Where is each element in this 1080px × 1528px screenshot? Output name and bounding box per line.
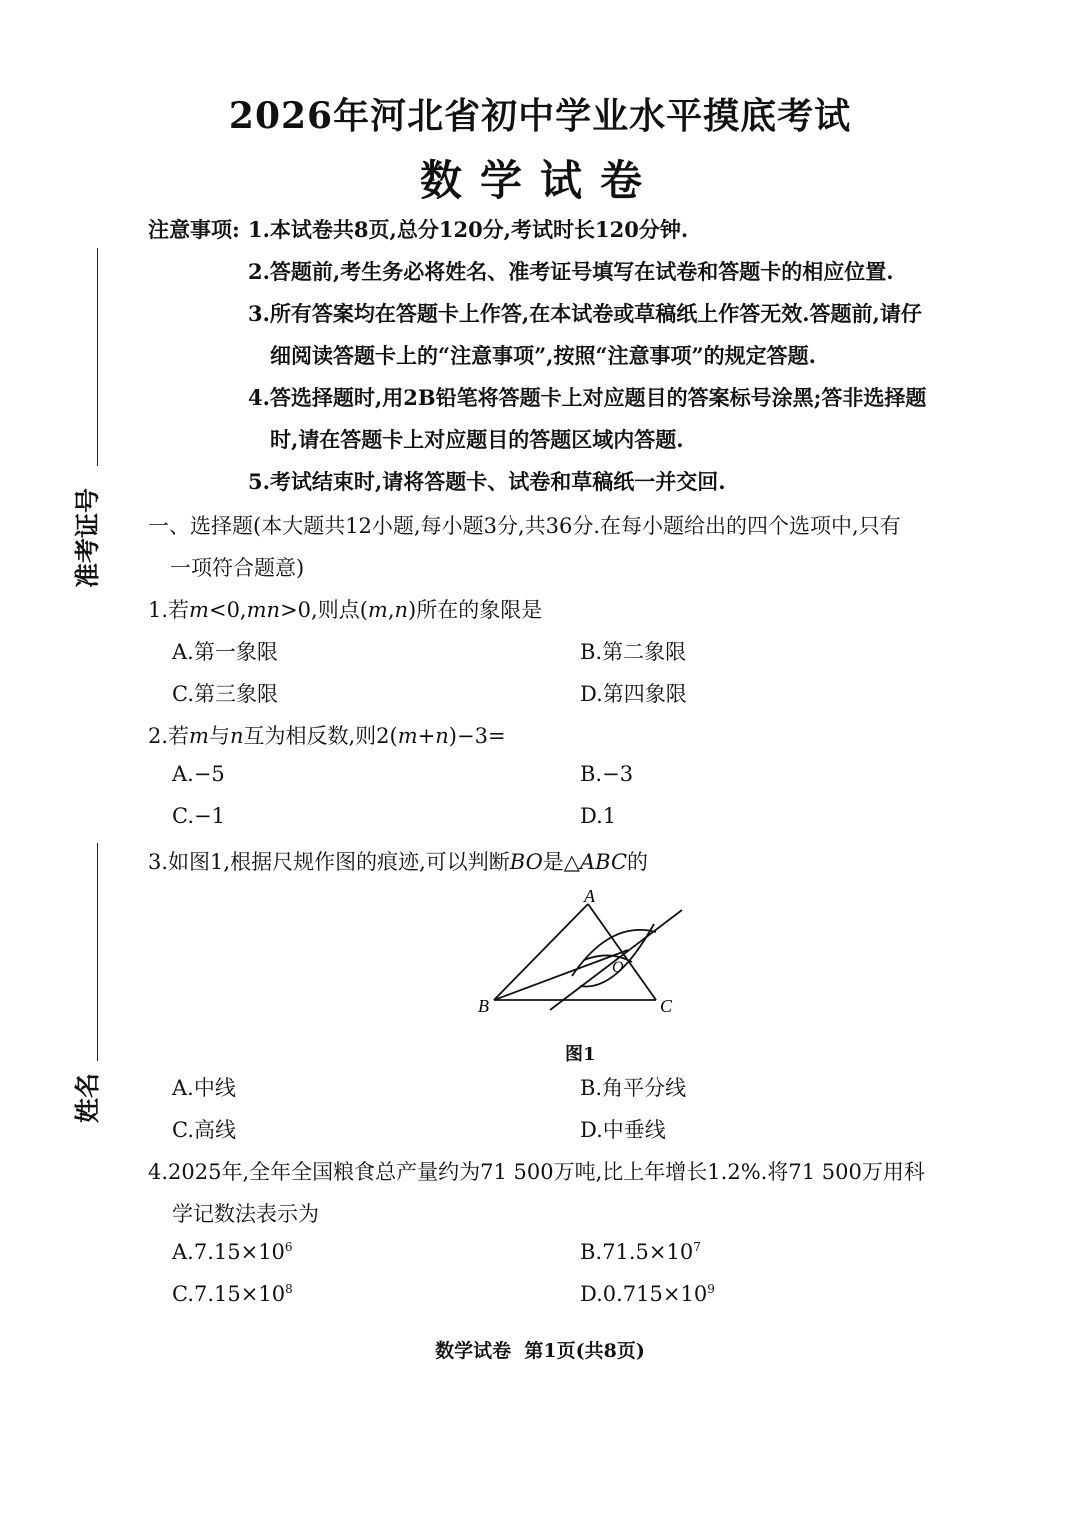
question-1-stem: 1.若m<0,mn>0,则点(m,n)所在的象限是	[148, 598, 543, 622]
note-3: 3.所有答案均在答题卡上作答,在本试卷或草稿纸上作答无效.答题前,请仔	[248, 301, 922, 326]
q2-option-b: B.−3	[580, 762, 634, 786]
figure-1-construction	[460, 880, 700, 1030]
exam-id-label: 准考证号	[73, 487, 102, 588]
q1-option-d: D.第四象限	[580, 682, 687, 706]
notes-label: 注意事项:	[148, 217, 240, 242]
name-line	[97, 843, 98, 1061]
exam-id-line	[97, 248, 98, 466]
q4-option-a: $A.7.15\times 10^6$	[172, 1240, 293, 1264]
label-c: C	[660, 996, 673, 1016]
q3-option-b: B.角平分线	[580, 1076, 687, 1100]
question-4-stem-cont: 学记数法表示为	[172, 1202, 319, 1226]
paper-subtitle: 数学试卷	[419, 156, 660, 205]
label-a: A	[584, 886, 595, 906]
question-4-stem: 4.2025年,全年全国粮食总产量约为71 500万吨,比上年增长1.2%.将71 500万用科	[148, 1160, 925, 1184]
section-heading-cont: 一项符合题意)	[170, 556, 305, 580]
note-2: 2.答题前,考生务必将姓名、准考证号填写在试卷和答题卡的相应位置.	[248, 259, 894, 284]
note-4-cont: 时,请在答题卡上对应题目的答题区域内答题.	[270, 427, 684, 452]
q4-option-b: $B.71.5\times 10^7$	[580, 1240, 701, 1264]
q3-option-a: A.中线	[172, 1076, 236, 1100]
exam-title: 2026年河北省初中学业水平摸底考试	[228, 95, 852, 137]
label-o: O	[612, 959, 624, 976]
q3-option-d: D.中垂线	[580, 1118, 666, 1142]
q2-option-a: A.−5	[172, 762, 225, 786]
q1-option-a: A.第一象限	[172, 640, 278, 664]
name-label: 姓名	[73, 1073, 102, 1124]
arc-lower	[580, 924, 654, 986]
q3-option-c: C.高线	[172, 1118, 236, 1142]
note-1: 1.本试卷共8页,总分120分,考试时长120分钟.	[248, 217, 689, 242]
note-4: 4.答选择题时,用2B铅笔将答题卡上对应题目的答案标号涂黑;答非选择题	[248, 385, 927, 410]
note-5: 5.考试结束时,请将答题卡、试卷和草稿纸一并交回.	[248, 469, 726, 494]
q1-option-b: B.第二象限	[580, 640, 687, 664]
q4-option-c: $C.7.15\times 10^8$	[172, 1282, 293, 1306]
q4-option-d: $D.0.715\times 10^9$	[580, 1282, 715, 1306]
segment-bo	[494, 950, 628, 1000]
segment-ab	[494, 904, 588, 1000]
page-footer: 数学试卷 第1页(共8页)	[435, 1340, 645, 1362]
section-heading: 一、选择题(本大题共12小题,每小题3分,共36分.在每小题给出的四个选项中,只有	[148, 514, 901, 538]
label-b: B	[478, 996, 489, 1016]
q2-option-d: D.1	[580, 804, 617, 828]
question-3-stem: 3.如图1,根据尺规作图的痕迹,可以判断BO是△ABC的	[148, 850, 649, 874]
figure-1-caption: 图1	[565, 1044, 596, 1065]
q1-option-c: C.第三象限	[172, 682, 278, 706]
note-3-cont: 细阅读答题卡上的“注意事项”,按照“注意事项”的规定答题.	[270, 343, 816, 368]
question-2-stem: 2.若m与n互为相反数,则2(m+n)−3=	[148, 724, 506, 748]
q2-option-c: C.−1	[172, 804, 225, 828]
